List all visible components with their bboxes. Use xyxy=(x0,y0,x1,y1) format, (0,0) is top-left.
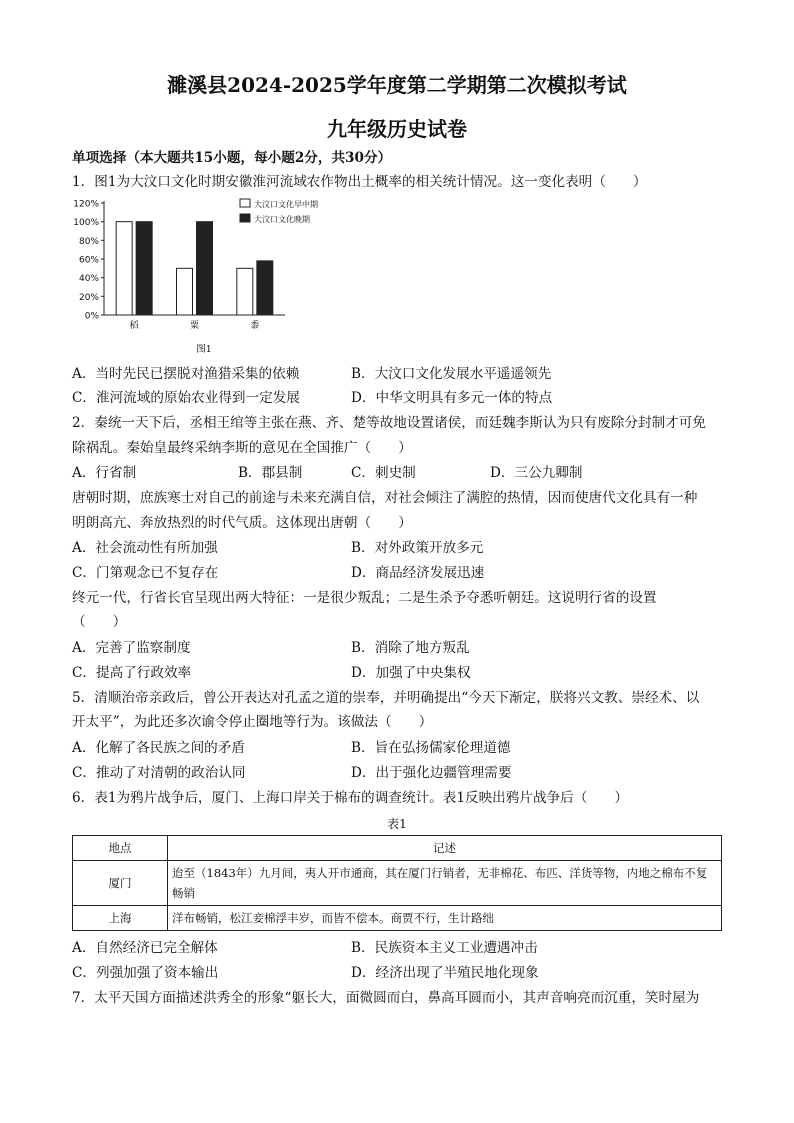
legend-swatch xyxy=(240,199,250,207)
q7-stem: 7．太平天国方面描述洪秀全的形象“躯长大，面微圆而白，鼻高耳圆而小，其声音响亮而沉重，笑时屋为 xyxy=(72,990,700,1006)
q3-stem-line2: 明朗高亢、奔放热烈的时代气质。这体现出唐朝（ ） xyxy=(72,515,412,531)
q3-option-b: B．对外政策开放多元 xyxy=(351,540,484,556)
q2-option-a: A．行省制 xyxy=(72,465,137,481)
q2-option-c: C．刺史制 xyxy=(351,465,416,481)
table-cell-record: 迨至（1843年）九月间，夷人开市通商，其在厦门行销者，无非棉花、布匹、洋货等物，内地之棉布不复畅销 xyxy=(168,861,722,906)
q3-option-c: C．门第观念已不复存在 xyxy=(72,565,219,581)
bar xyxy=(116,222,132,315)
q5-option-c: C．推动了对清朝的政治认同 xyxy=(72,765,246,781)
table-cell-record: 洋布畅销，松江妾棉浮丰岁，而皆不偿本。商贾不行，生计路绌 xyxy=(168,906,722,931)
q4-option-c: C．提高了行政效率 xyxy=(72,665,192,681)
q4-stem-line2: （ ） xyxy=(72,614,127,630)
table-cell-place: 上海 xyxy=(73,906,168,931)
q5-option-a: A．化解了各民族之间的矛盾 xyxy=(72,740,245,756)
q5-option-d: D．出于强化边疆管理需要 xyxy=(351,765,512,781)
y-tick-label: 100% xyxy=(73,218,99,229)
exam-title: 濉溪县2024-2025学年度第二学期第二次模拟考试 xyxy=(167,73,627,97)
q2-stem-line1: 2．秦统一天下后，丞相王绾等主张在燕、齐、楚等故地设置诸侯，而廷魏李斯认为只有废除分封制才可免 xyxy=(72,415,706,431)
y-tick-label: 120% xyxy=(73,199,99,210)
y-tick-label: 20% xyxy=(78,292,99,303)
q3-stem-line1: 唐朝时期，庶族寒士对自己的前途与未来充满自信，对社会倾注了满腔的热情，因而使唐代文化具有一种 xyxy=(72,490,698,506)
table-cell-place: 厦门 xyxy=(73,861,168,906)
y-tick-label: 0% xyxy=(84,311,99,322)
table-row xyxy=(73,861,722,906)
q6-stem: 6．表1为鸦片战争后，厦门、上海口岸关于棉布的调查统计。表1反映出鸦片战争后（ ） xyxy=(72,790,629,806)
legend-swatch xyxy=(240,214,250,222)
x-tick-label: 黍 xyxy=(250,321,260,331)
bar xyxy=(177,268,193,315)
q1-stem: 1．图1为大汶口文化时期安徽淮河流域农作物出土概率的相关统计情况。这一变化表明（ ） xyxy=(72,174,647,190)
figure-1-bar-chart xyxy=(70,195,400,357)
q4-option-d: D．加强了中央集权 xyxy=(351,665,471,681)
q4-stem-line1: 终元一代，行省长官呈现出两大特征：一是很少叛乱；二是生杀予夺悉听朝廷。这说明行省的设置 xyxy=(72,590,657,606)
table-1-caption: 表1 xyxy=(387,817,407,831)
table-header-row xyxy=(73,836,722,861)
q6-option-d: D．经济出现了半殖民地化现象 xyxy=(351,965,539,981)
y-tick-label: 60% xyxy=(78,255,99,266)
table-header-place: 地点 xyxy=(73,836,168,861)
q2-option-d: D．三公九卿制 xyxy=(490,465,583,481)
q5-option-b: B．旨在弘扬儒家伦理道德 xyxy=(351,740,511,756)
table-row xyxy=(73,906,722,931)
q4-option-b: B．消除了地方叛乱 xyxy=(351,640,470,656)
y-tick-label: 80% xyxy=(78,236,99,247)
q3-option-a: A．社会流动性有所加强 xyxy=(72,540,218,556)
x-tick-label: 粟 xyxy=(189,321,200,331)
bar xyxy=(197,222,213,315)
q3-option-d: D．商品经济发展迅速 xyxy=(351,565,485,581)
q1-option-b: B．大汶口文化发展水平遥遥领先 xyxy=(351,366,552,382)
legend-label: 大汶口文化晚期 xyxy=(254,215,310,224)
figure-caption: 图1 xyxy=(196,344,212,355)
table-header-record: 记述 xyxy=(168,836,722,861)
q4-option-a: A．完善了监察制度 xyxy=(72,640,191,656)
q2-option-b: B．郡县制 xyxy=(238,465,303,481)
q6-option-a: A．自然经济已完全解体 xyxy=(72,940,218,956)
q1-option-d: D．中华文明具有多元一体的特点 xyxy=(351,390,553,406)
q6-option-b: B．民族资本主义工业遭遇冲击 xyxy=(351,940,538,956)
bar xyxy=(237,268,253,315)
section-heading: 单项选择（本大题共15小题，每小题2分，共30分） xyxy=(72,150,392,166)
q2-stem-line2: 除祸乱。秦始皇最终采纳李斯的意见在全国推广（ ） xyxy=(72,440,412,456)
q6-option-c: C．列强加强了资本输出 xyxy=(72,965,219,981)
legend-label: 大汶口文化早中期 xyxy=(254,200,318,209)
q5-stem-line1: 5．清顺治帝亲政后，曾公开表达对孔孟之道的崇奉，并明确提出“今天下渐定，朕将兴文教、崇经术、以 xyxy=(72,690,700,706)
bar xyxy=(136,222,152,315)
q5-stem-line2: 开太平”，为此还多次谕令停止圈地等行为。该做法（ ） xyxy=(72,714,433,730)
q1-option-a: A．当时先民已摆脱对渔猎采集的依赖 xyxy=(72,366,300,382)
q1-option-c: C．淮河流域的原始农业得到一定发展 xyxy=(72,390,300,406)
x-tick-label: 稻 xyxy=(129,321,139,331)
y-tick-label: 40% xyxy=(78,274,99,285)
table-1 xyxy=(72,835,722,931)
exam-subtitle: 九年级历史试卷 xyxy=(327,117,467,141)
bar xyxy=(257,261,273,315)
